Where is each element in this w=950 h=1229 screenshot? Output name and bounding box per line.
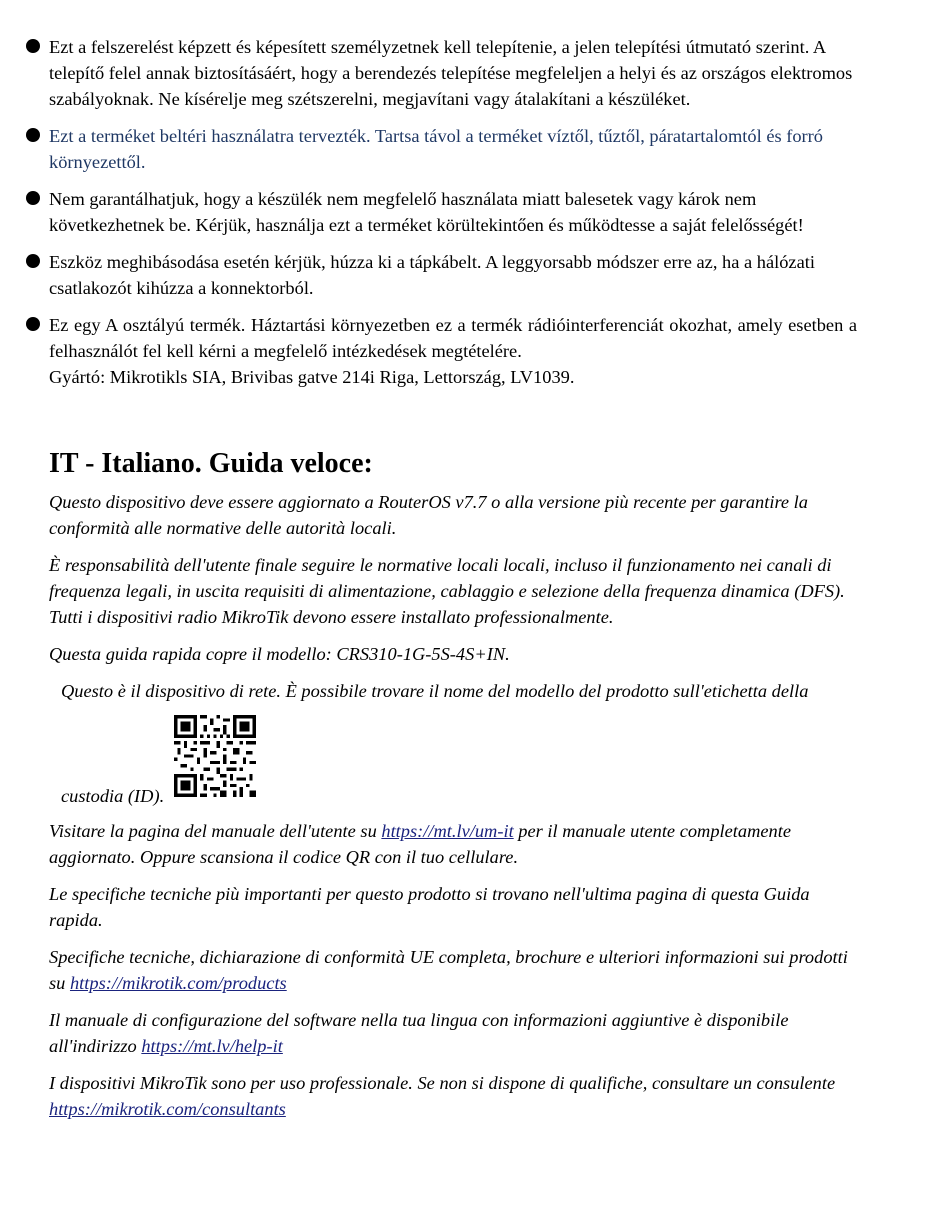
consultants-link[interactable]: https://mikrotik.com/consultants (49, 1099, 286, 1119)
safety-bullet-list (0, 34, 950, 401)
paragraph-help (49, 1007, 857, 1059)
help-text: Il manuale di configurazione del software nella tua lingua con informazioni aggiuntive è disponibile all'indirizzo (49, 1010, 789, 1056)
paragraph-specs-last-page: Le specifiche tecniche più importanti per questo prodotto si trovano nell'ultima pagina di questa Guida rapida. (49, 884, 810, 930)
bullet-text: Nem garantálhatjuk, hogy a készülék nem megfelelő használata miatt balesetek vagy károk nem következhetnek be. Kérjük, használja ezt a terméket körültekintően és működtesse a saját felelősségét! (49, 189, 804, 235)
manufacturer-info: Gyártó: Mikrotikls SIA, Brivibas gatve 214i Riga, Lettország, LV1039. (49, 367, 575, 387)
qr-line (49, 715, 857, 807)
paragraph-model: Questa guida rapida copre il modello: CRS310-1G-5S-4S+IN. (49, 644, 510, 664)
bullet-item (0, 34, 857, 112)
products-link[interactable]: https://mikrotik.com/products (69, 973, 287, 993)
paragraph-products (49, 944, 857, 996)
bullet-dot-icon (26, 317, 40, 331)
paragraph-consultants (49, 1070, 857, 1122)
user-manual-text: Visitare la pagina del manuale dell'utente su (49, 821, 377, 841)
italian-section (49, 489, 857, 1133)
user-manual-text-cont: per il manuale utente completamente aggiornato. Oppure scansiona il codice QR con il tuo cellulare. (49, 821, 792, 867)
bullet-item (0, 186, 857, 238)
help-link[interactable]: https://mt.lv/help-it (141, 1036, 283, 1056)
user-manual-link[interactable]: https://mt.lv/um-it (381, 821, 514, 841)
bullet-text: Ezt a terméket beltéri használatra tervezték. Tartsa távol a terméket víztől, tűztől, páratartalomtól és forró környezettől. (49, 126, 824, 172)
products-text: Specifiche tecniche, dichiarazione di conformità UE completa, brochure e ulteriori informazioni sui prodotti su (49, 947, 848, 993)
bullet-text: Eszköz meghibásodása esetén kérjük, húzza ki a tápkábelt. A leggyorsabb módszer erre az, ha a hálózati csatlakozót kihúzza a konnektorból. (49, 252, 815, 298)
bullet-item (0, 123, 857, 175)
consultants-text: I dispositivi MikroTik sono per uso professionale. Se non si dispone di qualifiche, consultare un consulente (49, 1073, 836, 1093)
paragraph-device-label-cont: custodia (ID). (61, 786, 165, 806)
paragraph-device-label: Questo è il dispositivo di rete. È possibile trovare il nome del modello del prodotto sull'etichetta della (61, 681, 809, 701)
paragraph-user-manual (49, 818, 857, 870)
bullet-dot-icon (26, 191, 40, 205)
bullet-item (0, 312, 857, 390)
bullet-dot-icon (26, 39, 40, 53)
bullet-text: Ezt a felszerelést képzett és képesített személyzetnek kell telepítenie, a jelen telepítési útmutató szerint. A telepítő felel annak biztosításáért, hogy a berendezés telepítése megfeleljen a helyi és az országos elektromos szabályoknak. Ne kísérelje meg szétszerelni, megjavítani vagy átalakítani a készüléket. (49, 37, 853, 109)
section-heading: IT - Italiano. Guida veloce: (49, 448, 373, 479)
bullet-item (0, 249, 857, 301)
paragraph-responsibility: È responsabilità dell'utente finale seguire le normative locali locali, incluso il funzionamento nei canali di frequenza legali, in uscita requisiti di alimentazione, cablaggio e selezione della frequenza dinamica (DFS). Tutti i dispositivi radio MikroTik devono essere installato professionalmente. (49, 555, 845, 627)
bullet-text: Ez egy A osztályú termék. Háztartási környezetben ez a termék rádióinterferenciát okozhat, amely esetben a felhasználót fel kell kérni a megfelelő intézkedések megtételére. (49, 315, 857, 361)
paragraph-routeros: Questo dispositivo deve essere aggiornato a RouterOS v7.7 o alla versione più recente per garantire la conformità alle normative delle autorità locali. (49, 492, 808, 538)
bullet-dot-icon (26, 254, 40, 268)
bullet-dot-icon (26, 128, 40, 142)
qr-code-icon (174, 715, 256, 797)
